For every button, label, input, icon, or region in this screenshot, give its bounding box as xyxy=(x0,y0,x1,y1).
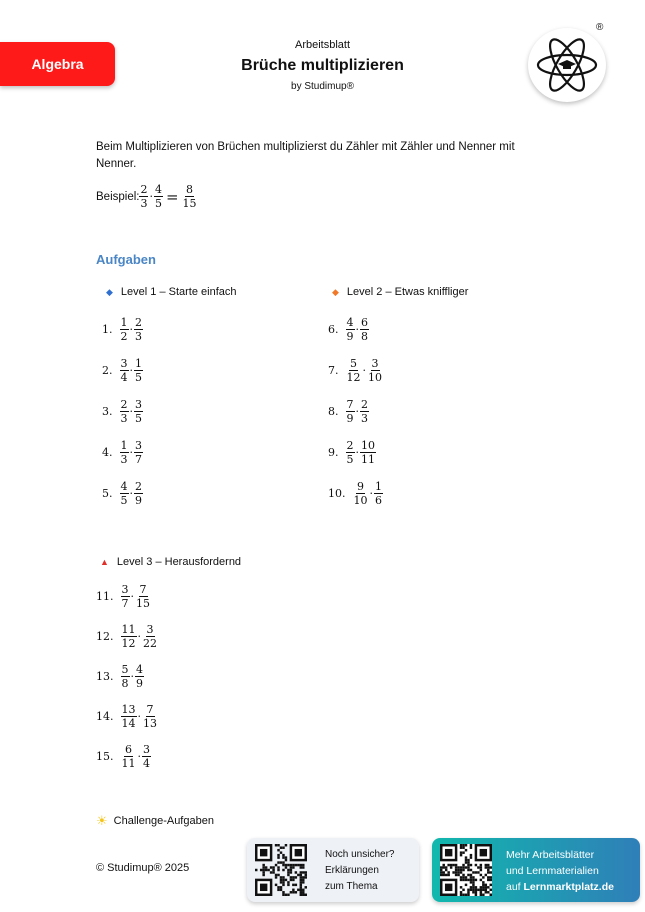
multiply-dot: · xyxy=(369,487,373,500)
denominator: 10 xyxy=(368,371,382,384)
numerator: 11 xyxy=(121,623,136,636)
level-1-heading xyxy=(106,286,237,298)
fraction-b xyxy=(360,316,369,343)
denominator: 3 xyxy=(120,453,128,466)
denominator: 5 xyxy=(135,371,142,384)
multiply-dot: · xyxy=(130,670,134,683)
studimup-logo xyxy=(528,28,606,102)
fraction-a xyxy=(120,357,129,384)
fraction-a xyxy=(121,623,137,650)
fraction-a xyxy=(353,480,369,507)
level-2-label: Level 2 – Etwas kniffliger xyxy=(346,286,469,298)
numerator: 9 xyxy=(357,480,364,493)
problem-row xyxy=(102,357,143,384)
example-fraction-a xyxy=(139,183,148,210)
denominator: 9 xyxy=(346,412,354,425)
denominator: 22 xyxy=(143,637,157,650)
problem-number: 10. xyxy=(328,487,346,500)
fraction-b xyxy=(134,316,143,343)
denominator: 3 xyxy=(135,330,142,343)
fraction-a xyxy=(120,439,129,466)
numerator: 1 xyxy=(375,480,382,493)
denominator: 6 xyxy=(375,494,382,507)
level-2-heading xyxy=(332,286,468,298)
fraction-a xyxy=(346,357,362,384)
fraction-a xyxy=(121,583,130,610)
denominator: 7 xyxy=(121,597,129,610)
problem-number: 11. xyxy=(96,590,114,603)
fraction-b xyxy=(142,623,158,650)
fraction-b xyxy=(142,703,158,730)
denominator: 9 xyxy=(135,494,142,507)
qr-code-icon[interactable] xyxy=(255,844,307,896)
fraction-a xyxy=(121,743,137,770)
multiply-dot: · xyxy=(355,323,359,336)
level-1-label: Level 1 – Starte einfach xyxy=(120,286,237,298)
fraction-b xyxy=(134,439,143,466)
denominator: 15 xyxy=(136,597,150,610)
fraction-b xyxy=(360,398,369,425)
card-line: und Lernmaterialien xyxy=(506,865,599,877)
problem-row xyxy=(96,583,151,610)
fraction-b xyxy=(360,439,376,466)
problem-row xyxy=(102,480,143,507)
fraction-b xyxy=(135,583,151,610)
problem-number: 14. xyxy=(96,710,114,723)
denominator: 14 xyxy=(121,717,136,730)
numerator: 2 xyxy=(135,316,142,329)
fraction-a xyxy=(120,316,129,343)
multiply-dot: · xyxy=(362,364,366,377)
numerator: 6 xyxy=(125,743,132,756)
denominator: 3 xyxy=(140,197,148,210)
numerator: 2 xyxy=(346,439,354,452)
denominator: 10 xyxy=(353,494,368,507)
problem-number: 7. xyxy=(328,364,339,377)
numerator: 3 xyxy=(121,583,129,596)
denominator: 15 xyxy=(182,197,197,210)
example xyxy=(96,183,198,210)
denominator: 9 xyxy=(346,330,354,343)
multiply-dot: · xyxy=(137,710,141,723)
registered-mark: ® xyxy=(596,22,604,33)
multiply-dot: · xyxy=(129,446,133,459)
problem-number: 13. xyxy=(96,670,114,683)
problem-number: 5. xyxy=(102,487,113,500)
numerator: 4 xyxy=(346,316,354,329)
problem-row xyxy=(102,439,143,466)
numerator: 2 xyxy=(135,480,142,493)
numerator: 8 xyxy=(186,183,194,196)
denominator: 5 xyxy=(154,197,162,210)
orange-diamond-icon: ◆ xyxy=(332,286,339,297)
level-3-heading xyxy=(100,556,241,568)
problem-row xyxy=(96,663,144,690)
numerator: 1 xyxy=(120,439,128,452)
problem-number: 1. xyxy=(102,323,113,336)
fraction-a xyxy=(120,398,129,425)
algebra-tag-label: Algebra xyxy=(31,56,84,72)
numerator: 5 xyxy=(121,663,129,676)
fraction-a xyxy=(346,439,355,466)
numerator: 2 xyxy=(361,398,368,411)
problem-number: 6. xyxy=(328,323,339,336)
card-line: Mehr Arbeitsblätter xyxy=(506,849,595,861)
fraction-a xyxy=(346,398,355,425)
lernmarktplatz-card[interactable] xyxy=(432,838,640,902)
numerator: 3 xyxy=(135,439,142,452)
fraction-a xyxy=(346,316,355,343)
problem-number: 4. xyxy=(102,446,113,459)
denominator: 2 xyxy=(120,330,128,343)
numerator: 7 xyxy=(146,703,154,716)
equals-sign: = xyxy=(165,187,179,206)
denominator: 3 xyxy=(361,412,368,425)
intro-text: Beim Multiplizieren von Brüchen multiplizierst du Zähler mit Zähler und Nenner mit Nenner. xyxy=(96,141,515,170)
atom-icon xyxy=(528,28,606,102)
denominator: 13 xyxy=(143,717,157,730)
fraction-a xyxy=(121,663,130,690)
problem-row xyxy=(328,357,383,384)
numerator: 2 xyxy=(120,398,128,411)
numerator: 2 xyxy=(140,183,148,196)
multiply-dot: · xyxy=(129,323,133,336)
problem-row xyxy=(328,480,383,507)
blue-diamond-icon: ◆ xyxy=(106,286,113,297)
fraction-b xyxy=(134,480,143,507)
multiply-dot: · xyxy=(355,405,359,418)
problem-number: 3. xyxy=(102,405,113,418)
multiply-dot: · xyxy=(149,190,153,203)
numerator: 1 xyxy=(135,357,142,370)
numerator: 10 xyxy=(361,439,375,452)
multiply-dot: · xyxy=(355,446,359,459)
denominator: 3 xyxy=(120,412,128,425)
numerator: 3 xyxy=(135,398,142,411)
denominator: 11 xyxy=(361,453,375,466)
problem-number: 8. xyxy=(328,405,339,418)
challenge-section xyxy=(96,813,214,829)
problem-row xyxy=(96,623,158,650)
byline: by Studimup® xyxy=(291,81,354,92)
fraction-b xyxy=(134,357,143,384)
fraction-b xyxy=(367,357,383,384)
example-label: Beispiel: xyxy=(96,190,140,203)
denominator: 4 xyxy=(120,371,128,384)
denominator: 5 xyxy=(135,412,142,425)
card-line: Erklärungen xyxy=(325,865,379,876)
sun-icon: ☀ xyxy=(96,813,108,828)
challenge-label: Challenge-Aufgaben xyxy=(113,815,214,827)
fraction-b xyxy=(134,398,143,425)
fraction-b xyxy=(142,743,151,770)
multiply-dot: · xyxy=(129,405,133,418)
fraction-a xyxy=(121,703,137,730)
numerator: 4 xyxy=(120,480,128,493)
card-line xyxy=(506,879,614,895)
multiply-dot: · xyxy=(137,750,141,763)
denominator: 5 xyxy=(346,453,354,466)
explanations-card-text xyxy=(325,847,394,895)
denominator: 11 xyxy=(121,757,136,770)
problem-row xyxy=(102,398,143,425)
denominator: 8 xyxy=(361,330,368,343)
card-line: zum Thema xyxy=(325,881,378,892)
example-result xyxy=(182,183,198,210)
numerator: 13 xyxy=(121,703,136,716)
multiply-dot: · xyxy=(130,590,134,603)
page-title: Brüche multiplizieren xyxy=(241,57,404,74)
numerator: 4 xyxy=(136,663,143,676)
denominator: 4 xyxy=(143,757,150,770)
numerator: 3 xyxy=(143,743,150,756)
problem-number: 15. xyxy=(96,750,114,763)
fraction-b xyxy=(135,663,144,690)
numerator: 7 xyxy=(139,583,147,596)
worksheet-subtitle: Arbeitsblatt xyxy=(294,39,351,51)
red-triangle-icon: ▲ xyxy=(100,557,109,567)
problem-row xyxy=(102,316,143,343)
multiply-dot: · xyxy=(129,364,133,377)
lernmarktplatz-card-text xyxy=(506,847,614,895)
numerator: 3 xyxy=(371,357,379,370)
problem-row xyxy=(328,398,369,425)
denominator: 9 xyxy=(136,677,143,690)
level-3-label: Level 3 – Herausfordernd xyxy=(116,556,242,568)
qr-code-icon[interactable] xyxy=(440,844,492,896)
numerator: 3 xyxy=(146,623,154,636)
problem-row xyxy=(328,316,369,343)
card-line-prefix: auf xyxy=(506,881,524,893)
problem-number: 9. xyxy=(328,446,339,459)
numerator: 3 xyxy=(120,357,128,370)
denominator: 7 xyxy=(135,453,142,466)
numerator: 5 xyxy=(350,357,357,370)
multiply-dot: · xyxy=(129,487,133,500)
fraction-a xyxy=(120,480,129,507)
numerator: 6 xyxy=(361,316,368,329)
copyright: © Studimup® 2025 xyxy=(96,862,190,874)
numerator: 1 xyxy=(120,316,128,329)
denominator: 5 xyxy=(120,494,128,507)
problem-number: 2. xyxy=(102,364,113,377)
denominator: 12 xyxy=(121,637,136,650)
problem-row xyxy=(96,743,151,770)
card-line: Noch unsicher? xyxy=(325,849,395,860)
example-fraction-b xyxy=(154,183,163,210)
fraction-b xyxy=(374,480,383,507)
denominator: 8 xyxy=(121,677,129,690)
denominator: 12 xyxy=(346,371,361,384)
problem-row xyxy=(328,439,376,466)
problem-number: 12. xyxy=(96,630,114,643)
multiply-dot: · xyxy=(137,630,141,643)
lernmarktplatz-link[interactable]: Lernmarktplatz.de xyxy=(523,881,614,893)
tasks-heading: Aufgaben xyxy=(96,252,156,267)
numerator: 7 xyxy=(346,398,354,411)
problem-row xyxy=(96,703,158,730)
explanations-card[interactable] xyxy=(247,838,419,902)
numerator: 4 xyxy=(154,183,162,196)
